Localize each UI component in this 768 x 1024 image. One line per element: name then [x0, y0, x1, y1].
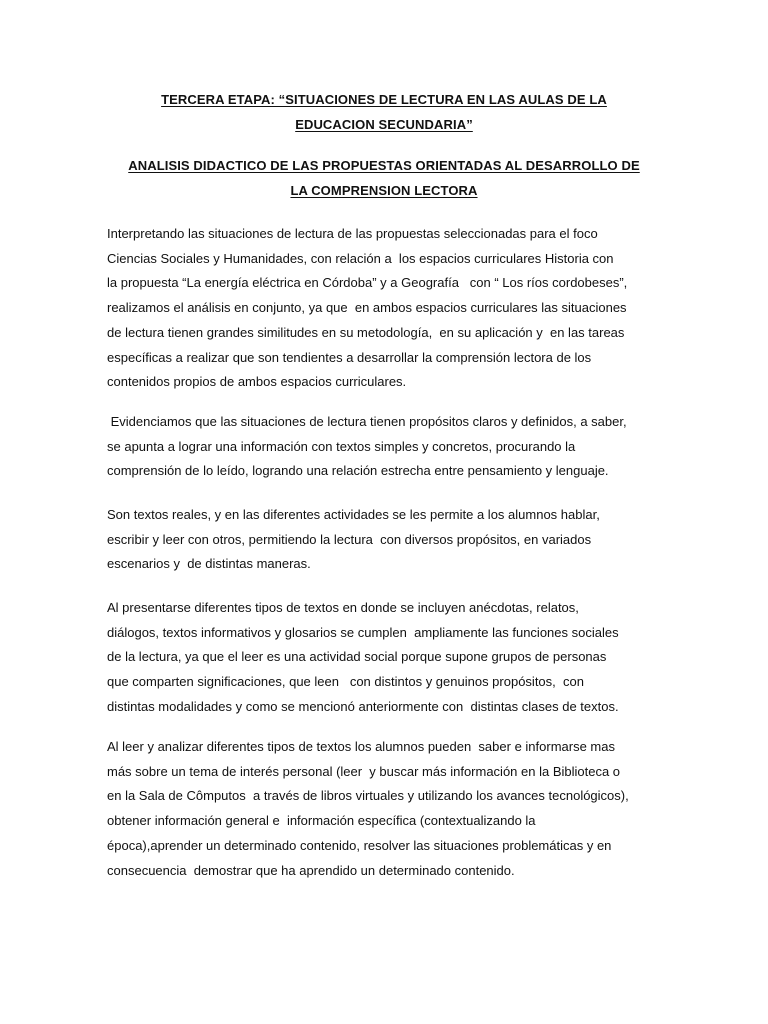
section-subtitle	[100, 154, 668, 203]
text-line: la propuesta “La energía eléctrica en Córdoba” y a Geografía con “ Los ríos cordobeses”,	[107, 275, 628, 291]
paragraph-3	[107, 503, 707, 577]
paragraph-1	[107, 222, 707, 395]
text-line: específicas a realizar que son tendientes a desarrollar la comprensión lectora de los	[107, 349, 592, 365]
text-line: realizamos el análisis en conjunto, ya que en ambos espacios curriculares las situaciones	[107, 300, 627, 316]
text-line: de la lectura, ya que el leer es una actividad social porque supone grupos de personas	[107, 649, 607, 665]
text-line: en la Sala de Cômputos a través de libros virtuales y utilizando los avances tecnológicos),	[107, 788, 629, 804]
text-line: Interpretando las situaciones de lectura de las propuestas seleccionadas para el foco	[107, 226, 598, 241]
text-line: comprensión de lo leído, logrando una relación estrecha entre pensamiento y lenguaje.	[107, 463, 609, 479]
text-line: consecuencia demostrar que ha aprendido un determinado contenido.	[107, 862, 515, 878]
text-line: época),aprender un determinado contenido, resolver las situaciones problemáticas y en	[107, 837, 612, 853]
text-line: más sobre un tema de interés personal (leer y buscar más información en la Biblioteca o	[107, 763, 621, 779]
text-line: Al presentarse diferentes tipos de textos en donde se incluyen anécdotas, relatos,	[107, 600, 579, 615]
text-line: que comparten significaciones, que leen con distintos y genuinos propósitos, con	[107, 674, 584, 690]
text-line: obtener información general e información específica (contextualizando la	[107, 813, 536, 829]
paragraph-4	[107, 596, 707, 720]
text-line: Son textos reales, y en las diferentes actividades se les permite a los alumnos hablar,	[107, 507, 600, 522]
text-line: Evidenciamos que las situaciones de lectura tienen propósitos claros y definidos, a saber,	[107, 414, 627, 429]
text-line: diálogos, textos informativos y glosarios se cumplen ampliamente las funciones sociales	[107, 624, 619, 640]
text-line: contenidos propios de ambos espacios curriculares.	[107, 374, 407, 390]
section-subtitle-line: LA COMPRENSION LECTORA	[290, 182, 478, 198]
section-subtitle-line: ANALISIS DIDACTICO DE LAS PROPUESTAS ORIENTADAS AL DESARROLLO DE	[128, 158, 640, 173]
paragraph-5	[107, 735, 707, 883]
text-line: escenarios y de distintas maneras.	[107, 556, 311, 572]
text-line: se apunta a lograr una información con textos simples y concretos, procurando la	[107, 438, 576, 454]
text-line: distintas modalidades y como se mencionó anteriormente con distintas clases de textos.	[107, 698, 619, 714]
text-line: escribir y leer con otros, permitiendo la lectura con diversos propósitos, en variados	[107, 531, 592, 547]
section-title-line: EDUCACION SECUNDARIA”	[295, 116, 473, 132]
text-line: Ciencias Sociales y Humanidades, con relación a los espacios curriculares Historia con	[107, 250, 614, 266]
paragraph-2	[107, 410, 707, 484]
section-title-line: TERCERA ETAPA: “SITUACIONES DE LECTURA EN LAS AULAS DE LA	[161, 92, 607, 107]
text-line: de lectura tienen grandes similitudes en su metodología, en su aplicación y en las tareas	[107, 324, 625, 340]
section-title	[100, 88, 668, 137]
text-line: Al leer y analizar diferentes tipos de textos los alumnos pueden saber e informarse mas	[107, 739, 615, 754]
